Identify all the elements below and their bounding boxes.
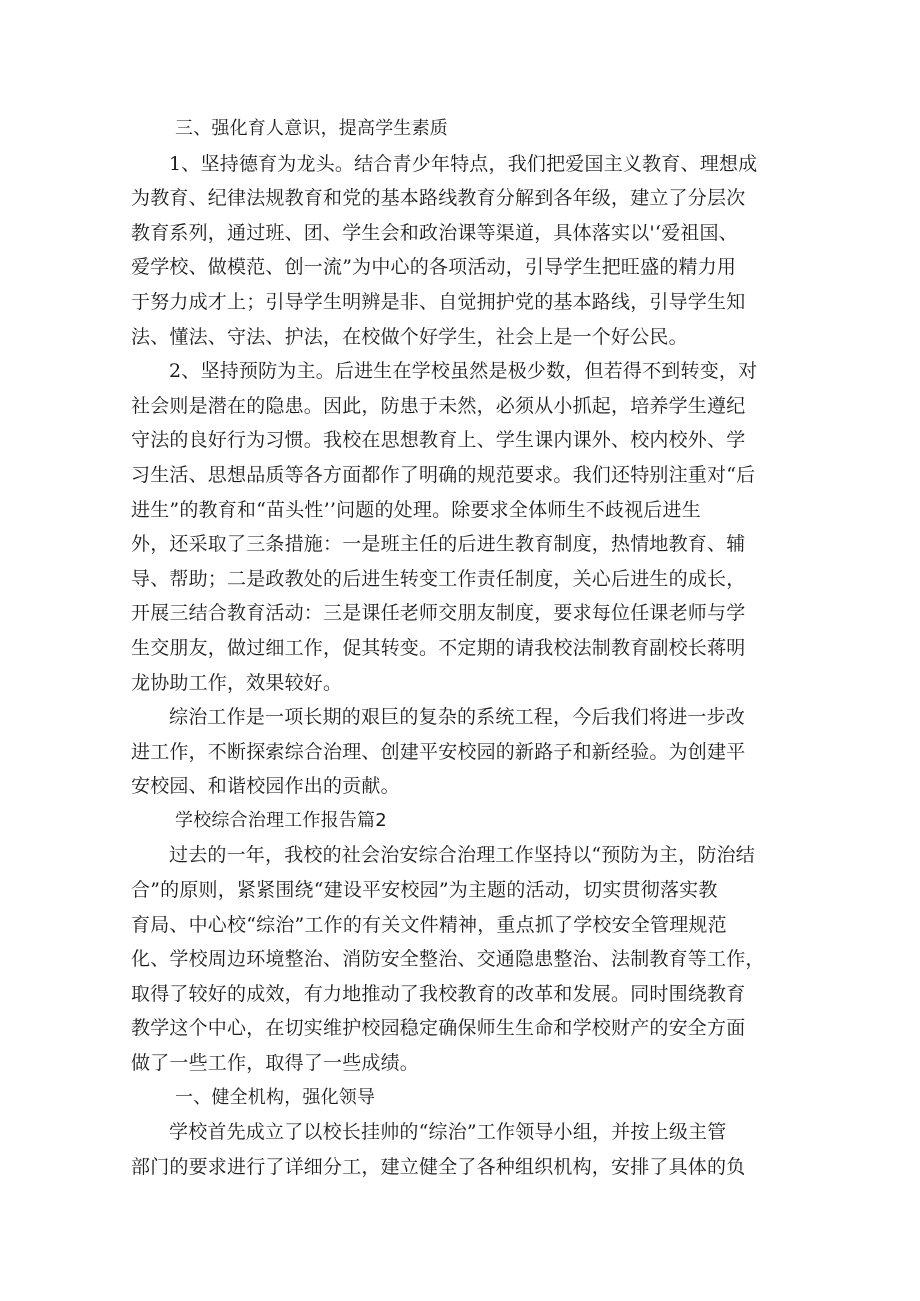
paragraph-line: 习生活、思想品质等各方面都作了明确的规范要求。我们还特别注重对“后 [131, 463, 756, 486]
paragraph-line: 守法的良好行为习惯。我校在思想教育上、学生课内课外、校内校外、学 [131, 429, 746, 452]
paragraph-line: 学校首先成立了以校长挂帅的“综治”工作领导小组，并按上级主管 [169, 1121, 727, 1144]
paragraph-line: 于努力成才上；引导学生明辨是非、自觉拥护党的基本路线，引导学生知 [131, 290, 746, 313]
paragraph-line: 进生”的教育和“苗头性’’问题的处理。除要求全体师生不歧视后进生 [131, 498, 701, 521]
paragraph-line: 为教育、纪律法规教育和党的基本路线教育分解到各年级，建立了分层次 [131, 187, 746, 210]
paragraph-line: 开展三结合教育活动：三是课任老师交朋友制度，要求每位任课老师与学 [131, 602, 746, 625]
paragraph-line: 教学这个中心，在切实维护校园稳定确保师生生命和学校财产的安全方面 [131, 1017, 746, 1040]
paragraph-line: 龙协助工作，效果较好。 [131, 671, 343, 694]
paragraph-line: 外，还采取了三条措施：一是班主任的后进生教育制度，热情地教育、辅 [131, 533, 746, 556]
paragraph-line: 教育系列，通过班、团、学生会和政治课等渠道，具体落实以'‘爱祖国、 [131, 221, 738, 244]
paragraph-line: 2、坚持预防为主。后进生在学校虽然是极少数，但若得不到转变，对 [169, 360, 758, 383]
paragraph-line: 化、学校周边环境整治、消防安全整治、交通隐患整治、法制教育等工作， [131, 948, 765, 971]
paragraph-line: 爱学校、做模范、创一流”为中心的各项活动，引导学生把旺盛的精力用 [131, 256, 737, 279]
paragraph-line: 过去的一年，我校的社会治安综合治理工作坚持以“预防为主，防治结 [169, 844, 755, 867]
paragraph-line: 进工作，不断探索综合治理、创建平安校园的新路子和新经验。为创建平 [131, 740, 746, 763]
paragraph-line: 育局、中心校“综治”工作的有关文件精神，重点抓了学校安全管理规范 [131, 913, 727, 936]
paragraph-line: 做了一些工作，取得了一些成绩。 [131, 1052, 420, 1075]
report-title: 学校综合治理工作报告篇2 [175, 809, 387, 831]
paragraph-line: 导、帮助；二是政教处的后进生转变工作责任制度，关心后进生的成长， [131, 567, 746, 590]
paragraph-line: 综治工作是一项长期的艰巨的复杂的系统工程，今后我们将进一步改 [169, 706, 746, 729]
paragraph-line: 1、坚持德育为龙头。结合青少年特点，我们把爱国主义教育、理想成 [169, 152, 758, 175]
document-body [131, 112, 790, 1184]
section-heading-1: 一、健全机构，强化领导 [175, 1086, 376, 1108]
paragraph-line: 社会则是潜在的隐患。因此，防患于未然，必须从小抓起，培养学生遵纪 [131, 394, 746, 417]
paragraph-line: 生交朋友，做过细工作，促其转变。不定期的请我校法制教育副校长蒋明 [131, 636, 746, 659]
paragraph-line: 安校园、和谐校园作出的贡献。 [131, 775, 400, 798]
paragraph-line: 取得了较好的成效，有力地推动了我校教育的改革和发展。同时围绕教育 [131, 982, 746, 1005]
section-heading-3: 三、强化育人意识，提高学生素质 [175, 118, 448, 139]
paragraph-line: 法、懂法、守法、护法，在校做个好学生，社会上是一个好公民。 [131, 325, 688, 348]
paragraph-line: 部门的要求进行了详细分工，建立健全了各种组织机构，安排了具体的负 [131, 1155, 746, 1178]
paragraph-line: 合”的原则，紧紧围绕“建设平安校园”为主题的活动，切实贯彻落实教 [131, 879, 718, 902]
